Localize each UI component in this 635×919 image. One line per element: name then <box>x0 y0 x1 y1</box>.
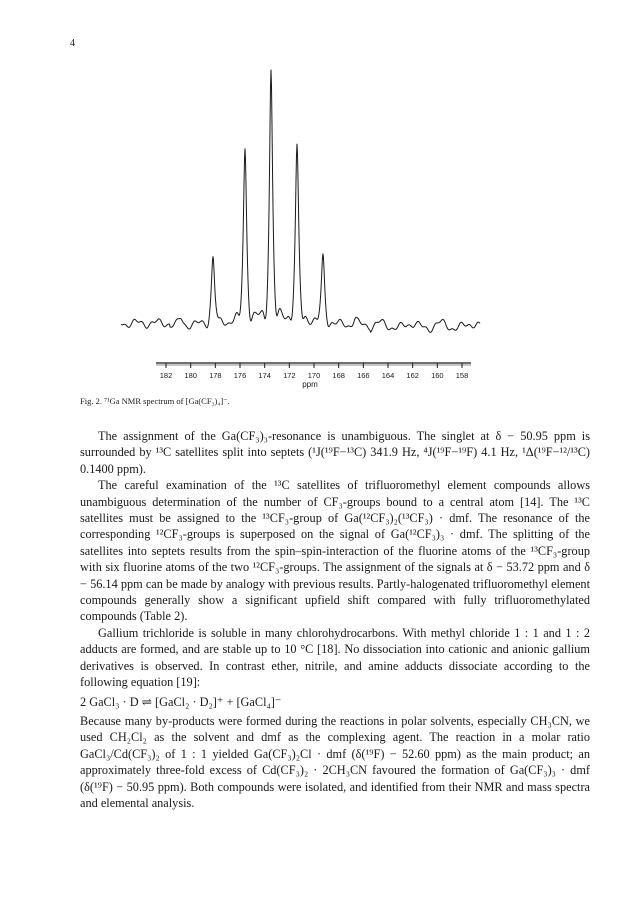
dissociation-equation: 2 GaCl₃ · D ⇌ [GaCl₂ · D₂]⁺ + [GaCl₄]⁻ <box>80 694 282 709</box>
x-tick-label: 180 <box>184 371 197 380</box>
x-tick-label: 168 <box>332 371 345 380</box>
x-tick-label: 164 <box>381 371 395 380</box>
nmr-spectrum-figure <box>0 0 635 395</box>
page-number: 4 <box>70 38 75 49</box>
x-tick-label: 158 <box>455 371 469 380</box>
x-tick-label: 178 <box>209 371 222 380</box>
spectrum-trace <box>121 70 480 333</box>
x-tick-label: 182 <box>159 371 173 380</box>
x-axis-ticks <box>160 363 469 380</box>
x-tick-label: 160 <box>431 371 444 380</box>
x-tick-label: 176 <box>233 371 247 380</box>
body-text <box>80 428 590 811</box>
x-tick-label: 170 <box>307 371 321 380</box>
paragraph-satellites: The careful examination of the ¹³C satellites of trifluoromethyl element compounds allows unambiguous determination of the number of CF₃-groups bound to a central atom [14]. The ¹³C satellites must be assigned to the ¹³CF₃-group of Ga(¹²CF₃)₂(¹³CF₃) · dmf. The resonance of the corresponding ¹²CF₃-groups is superposed on the signal of Ga(¹²CF₃)₃ · dmf. The splitting of the satellites into septets results from the spin–spin-interaction of the fluorine atoms of the ¹³CF₃-group with six fluorine atoms of the two ¹²CF₃-groups. The assignment of the signals at δ − 53.72 ppm and δ − 56.14 ppm can be made by analogy with previous results. Partly-halogenated trifluoromethyl element compounds generally show a significant upfield shift compared with fully trifluoromethylated compounds (Table 2). <box>80 478 590 624</box>
paragraph-reactions: Because many by-products were formed during the reactions in polar solvents, especially CH₃CN, we used CH₂Cl₂ as the solvent and dmf as the complexing agent. The reaction in a molar ratio GaCl₃/Cd(CF₃)₂ of 1 : 1 yielded Ga(CF₃)₂Cl · dmf (δ(¹⁹F) − 52.60 ppm) as the main product; an approximately three-fold excess of Cd(CF₃)₂ · 2CH₃CN favoured the formation of Ga(CF₃)₃ · dmf (δ(¹⁹F) − 50.95 ppm). Both compounds were isolated, and identified from their NMR and mass spectra and elemental analysis. <box>80 713 590 810</box>
paragraph-gallium-trichloride: Gallium trichloride is soluble in many chlorohydrocarbons. With methyl chloride 1 : 1 and 1 : 2 adducts are formed, and are stable up to 10 °C [18]. No dissociation into cationic and anionic gallium derivatives is observed. In contrast ether, nitrile, and amine adducts dissociate according to the following equation [19]: <box>80 625 590 690</box>
x-tick-label: 172 <box>283 371 296 380</box>
paragraph-assignment: The assignment of the Ga(CF₃)₃-resonance is unambiguous. The singlet at δ − 50.95 ppm is surrounded by ¹³C satellites split into septets (¹J(¹⁹F−¹³C) 341.9 Hz, ⁴J(¹⁹F−¹⁹F) 4.1 Hz, ¹Δ(¹⁹F−¹²/¹³C) 0.1400 ppm). <box>80 429 590 476</box>
x-axis-unit: ppm <box>302 380 318 389</box>
x-tick-label: 166 <box>357 371 370 380</box>
x-tick-label: 162 <box>406 371 419 380</box>
x-tick-label: 174 <box>258 371 271 380</box>
figure-caption: Fig. 2. ⁷¹Ga NMR spectrum of [Ga(CF₃)₄]⁻. <box>80 396 230 406</box>
